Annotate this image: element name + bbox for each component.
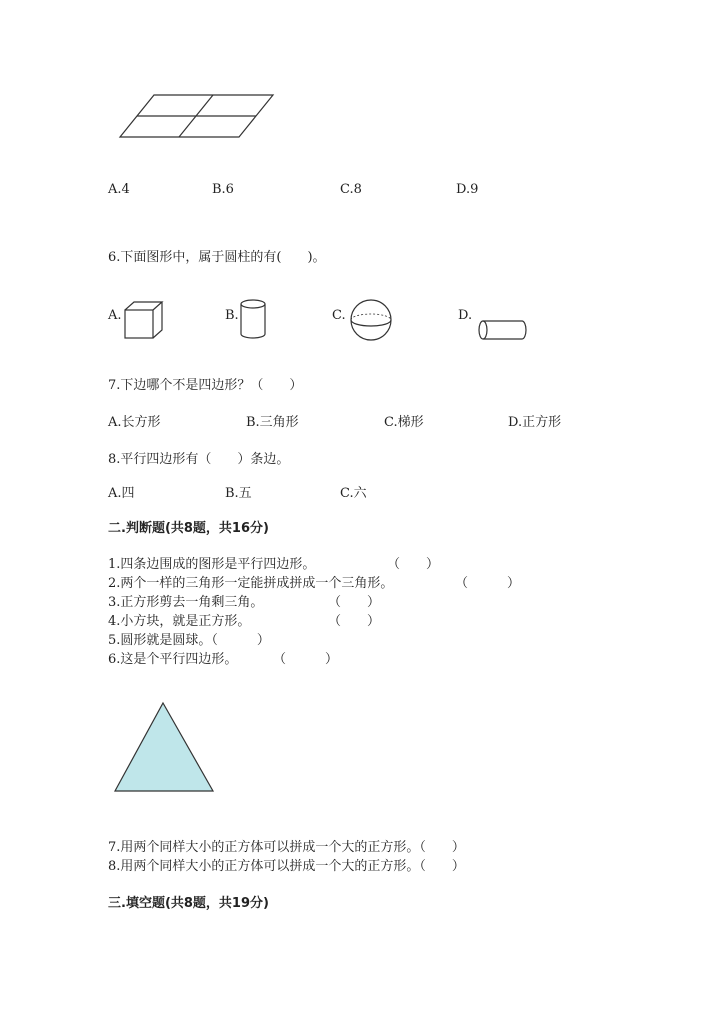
judge-item-text: 4.小方块，就是正方形。 xyxy=(108,614,251,629)
q6-option-d: D. xyxy=(458,308,473,323)
judge-item-7 xyxy=(108,840,465,856)
q7-option-c: C.梯形 xyxy=(384,415,424,430)
q5-option-c: C.8 xyxy=(340,182,362,197)
horizontal-cylinder-icon xyxy=(476,319,530,343)
judge-item-text: 7.用两个同样大小的正方体可以拼成一个大的正方形。（ ） xyxy=(108,840,465,855)
judge-item-1 xyxy=(108,557,315,573)
q6-question: 6.下面图形中，属于圆柱的有( )。 xyxy=(108,250,326,265)
judge-item-2 xyxy=(108,576,393,592)
q8-option-a: A.四 xyxy=(108,486,135,501)
q5-option-b: B.6 xyxy=(212,182,234,197)
judge-item-2-paren: （ ） xyxy=(455,576,521,591)
q8-question: 8.平行四边形有（ ）条边。 xyxy=(108,452,290,467)
judge-item-5 xyxy=(108,633,270,649)
q6-option-a: A. xyxy=(108,308,122,323)
judge-item-3 xyxy=(108,595,263,611)
judge-item-3-paren: （ ） xyxy=(328,595,381,610)
judge-item-text: 1.四条边围成的图形是平行四边形。 xyxy=(108,557,316,572)
judge-item-text: 3.正方形剪去一角剩三角。 xyxy=(108,595,264,610)
q6-option-c: C. xyxy=(332,308,346,323)
judge-item-6-paren: （ ） xyxy=(273,652,339,667)
q8-option-b: B.五 xyxy=(225,486,252,501)
judge-item-text: 6.这是个平行四边形。 xyxy=(108,652,238,667)
cylinder-icon xyxy=(238,298,270,342)
q5-option-d: D.9 xyxy=(456,182,479,197)
judge-item-text: 8.用两个同样大小的正方体可以拼成一个大的正方形。（ ） xyxy=(108,859,465,874)
judge-item-6 xyxy=(108,652,237,668)
judge-item-text: 5.圆形就是圆球。（ ） xyxy=(108,633,270,648)
cube-icon xyxy=(122,300,166,340)
section3-title: 三.填空题(共8题，共19分) xyxy=(108,896,269,911)
triangle-figure xyxy=(112,700,222,800)
q7-option-b: B.三角形 xyxy=(246,415,299,430)
q7-option-d: D.正方形 xyxy=(508,415,562,430)
section2-title: 二.判断题(共8题，共16分) xyxy=(108,521,269,536)
sphere-icon xyxy=(349,298,395,344)
judge-item-8 xyxy=(108,859,465,875)
judge-item-4-paren: （ ） xyxy=(328,614,381,629)
judge-item-4 xyxy=(108,614,250,630)
q7-question: 7.下边哪个不是四边形？（ ） xyxy=(108,378,303,393)
q5-option-a: A.4 xyxy=(108,182,130,197)
q8-option-c: C.六 xyxy=(340,486,367,501)
judge-item-text: 2.两个一样的三角形一定能拼成拼成一个三角形。 xyxy=(108,576,394,591)
q6-option-b: B. xyxy=(225,308,239,323)
parallelogram-figure xyxy=(118,92,278,142)
q7-option-a: A.长方形 xyxy=(108,415,161,430)
judge-item-1-paren: （ ） xyxy=(387,557,440,572)
